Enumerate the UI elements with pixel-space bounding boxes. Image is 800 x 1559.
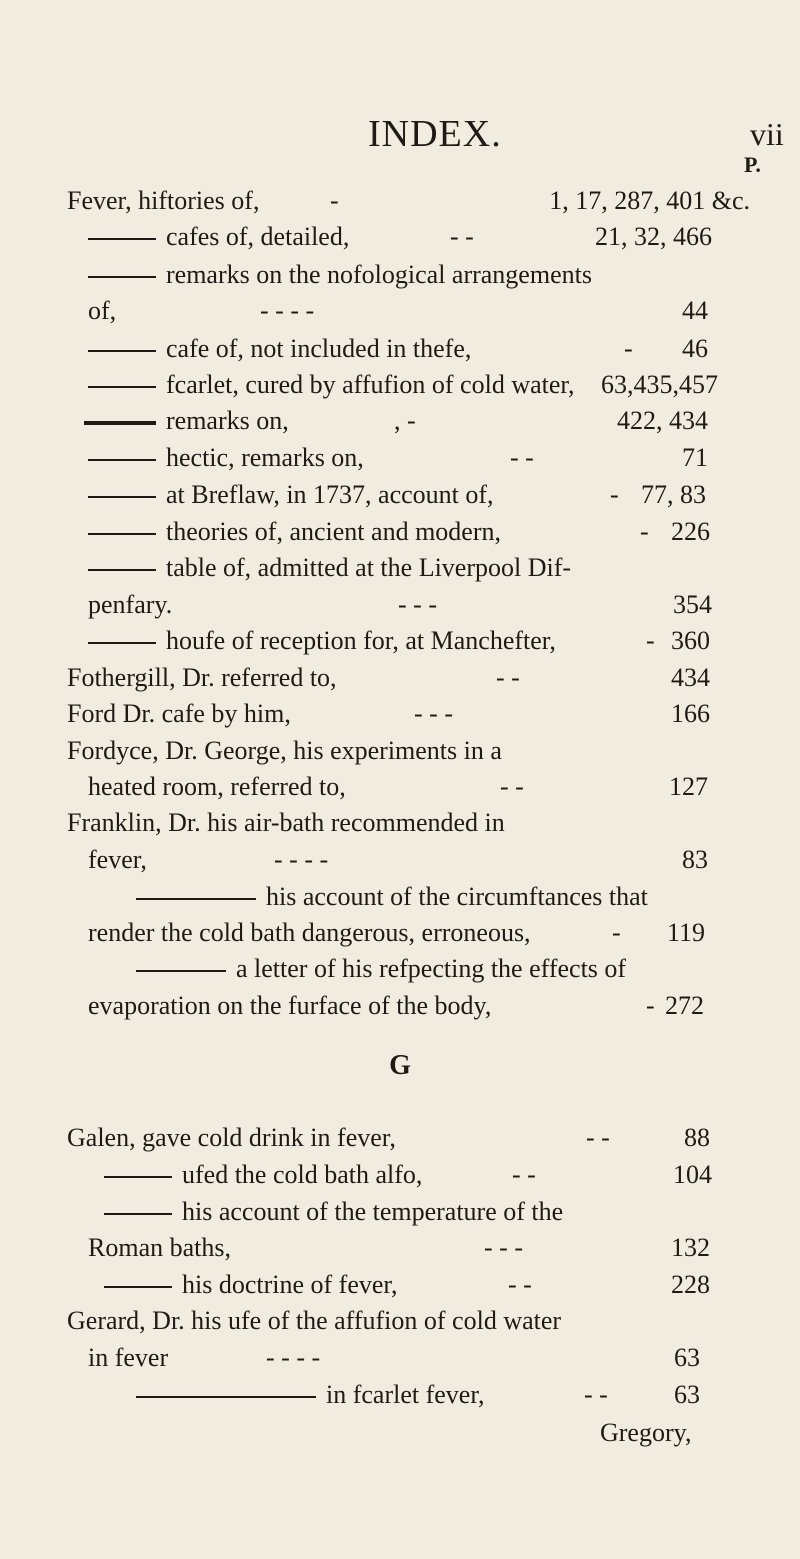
entry-leader: , - — [394, 406, 416, 435]
entry-leader: - - — [512, 1160, 536, 1189]
entry-leader: - - — [496, 663, 520, 692]
entry-text: his doctrine of fever, — [182, 1270, 398, 1299]
entry-leader: - - - — [414, 699, 453, 728]
entry-pages: 21, 32, 466 — [595, 222, 712, 251]
ditto-rule — [88, 350, 156, 352]
entry-leader: - — [646, 991, 655, 1020]
page-column-heading: P. — [744, 152, 761, 177]
entry-leader: - — [610, 480, 619, 509]
entry-text: hectic, remarks on, — [166, 443, 364, 472]
ditto-rule — [84, 421, 156, 425]
entry-text: Franklin, Dr. his air-bath recommended in — [67, 808, 505, 837]
ditto-rule — [104, 1176, 172, 1178]
entry-text: fcarlet, cured by affufion of cold water, — [166, 370, 575, 399]
entry-pages: 132 — [671, 1233, 710, 1262]
ditto-rule — [88, 386, 156, 388]
entry-text: houfe of reception for, at Manchefter, — [166, 626, 556, 655]
page-title: INDEX. — [368, 113, 502, 155]
entry-text: fever, — [88, 845, 147, 874]
entry-text: cafes of, detailed, — [166, 222, 350, 251]
entry-text: penfary. — [88, 590, 173, 619]
entry-pages: 104 — [673, 1160, 712, 1189]
entry-pages: 434 — [671, 663, 710, 692]
entry-pages: 63,435,457 — [601, 370, 718, 399]
entry-pages: 272 — [665, 991, 704, 1020]
ditto-rule — [88, 533, 156, 535]
entry-pages: 166 — [671, 699, 710, 728]
entry-pages: 360 — [671, 626, 710, 655]
entry-pages: 422, 434 — [617, 406, 708, 435]
ditto-rule — [88, 276, 156, 278]
entry-leader: - - — [586, 1123, 610, 1152]
entry-text: his account of the temperature of the — [182, 1197, 564, 1226]
entry-leader: - - - - — [274, 845, 329, 874]
entry-leader: - - — [450, 222, 474, 251]
entry-pages: 1, 17, 287, 401 &c. — [549, 186, 750, 215]
entry-pages: 354 — [673, 590, 712, 619]
entry-text: Fever, hiftories of, — [67, 186, 260, 215]
entry-leader: - — [612, 918, 621, 947]
entry-pages: 88 — [684, 1123, 710, 1152]
entry-leader: - - — [510, 443, 534, 472]
entry-text: ufed the cold bath alfo, — [182, 1160, 423, 1189]
entry-text: a letter of his refpecting the effects of — [236, 954, 627, 983]
section-letter: G — [389, 1050, 411, 1081]
entry-pages: 63 — [674, 1380, 700, 1409]
entry-leader: - — [640, 517, 649, 546]
ditto-rule — [104, 1286, 172, 1288]
entry-leader: - - — [584, 1380, 608, 1409]
entry-text: heated room, referred to, — [88, 772, 346, 801]
catchword: Gregory, — [600, 1418, 692, 1447]
entry-leader: - - - — [484, 1233, 523, 1262]
ditto-rule — [104, 1213, 172, 1215]
entry-text: Roman baths, — [88, 1233, 231, 1262]
entry-leader: - - — [508, 1270, 532, 1299]
ditto-rule — [88, 459, 156, 461]
entry-pages: 83 — [682, 845, 708, 874]
entry-text: remarks on, — [166, 406, 289, 435]
entry-text: Galen, gave cold drink in fever, — [67, 1123, 396, 1152]
entry-text: render the cold bath dangerous, erroneous, — [88, 918, 531, 947]
entry-text: table of, admitted at the Liverpool Dif- — [166, 553, 572, 582]
ditto-rule — [136, 1396, 316, 1398]
entry-text: remarks on the nofological arrangements — [166, 260, 592, 289]
entry-text: in fcarlet fever, — [326, 1380, 485, 1409]
entry-leader: - — [624, 334, 633, 363]
ditto-rule — [136, 970, 226, 972]
entry-text: Fothergill, Dr. referred to, — [67, 663, 337, 692]
ditto-rule — [136, 898, 256, 900]
entry-text: Fordyce, Dr. George, his experiments in a — [67, 736, 502, 765]
entry-text: evaporation on the furface of the body, — [88, 991, 492, 1020]
ditto-rule — [88, 238, 156, 240]
ditto-rule — [88, 642, 156, 644]
entry-leader: - - — [500, 772, 524, 801]
ditto-rule — [88, 496, 156, 498]
entry-text: theories of, ancient and modern, — [166, 517, 501, 546]
entry-pages: 127 — [669, 772, 708, 801]
entry-pages: 71 — [682, 443, 708, 472]
ditto-rule — [88, 569, 156, 571]
entry-text: Ford Dr. cafe by him, — [67, 699, 291, 728]
entry-pages: 46 — [682, 334, 708, 363]
entry-text: Gerard, Dr. his ufe of the affufion of cold water — [67, 1306, 562, 1335]
entry-text: of, — [88, 296, 117, 325]
entry-leader: - - - - — [260, 296, 315, 325]
entry-leader: - — [646, 626, 655, 655]
entry-text: cafe of, not included in thefe, — [166, 334, 472, 363]
page-number: vii — [750, 116, 784, 152]
entry-text: his account of the circumftances that — [266, 882, 648, 911]
entry-pages: 226 — [671, 517, 710, 546]
entry-leader: - - - — [398, 590, 437, 619]
entry-pages: 228 — [671, 1270, 710, 1299]
entry-pages: 119 — [666, 918, 705, 947]
page-header — [0, 112, 800, 156]
entry-leader: - - - - — [266, 1343, 321, 1372]
entry-pages: 63 — [674, 1343, 700, 1372]
entry-text: in fever — [88, 1343, 169, 1372]
entry-text: at Breflaw, in 1737, account of, — [166, 480, 494, 509]
entry-leader: - — [330, 186, 339, 215]
entry-pages: 44 — [682, 296, 708, 325]
entry-pages: 77, 83 — [641, 480, 706, 509]
